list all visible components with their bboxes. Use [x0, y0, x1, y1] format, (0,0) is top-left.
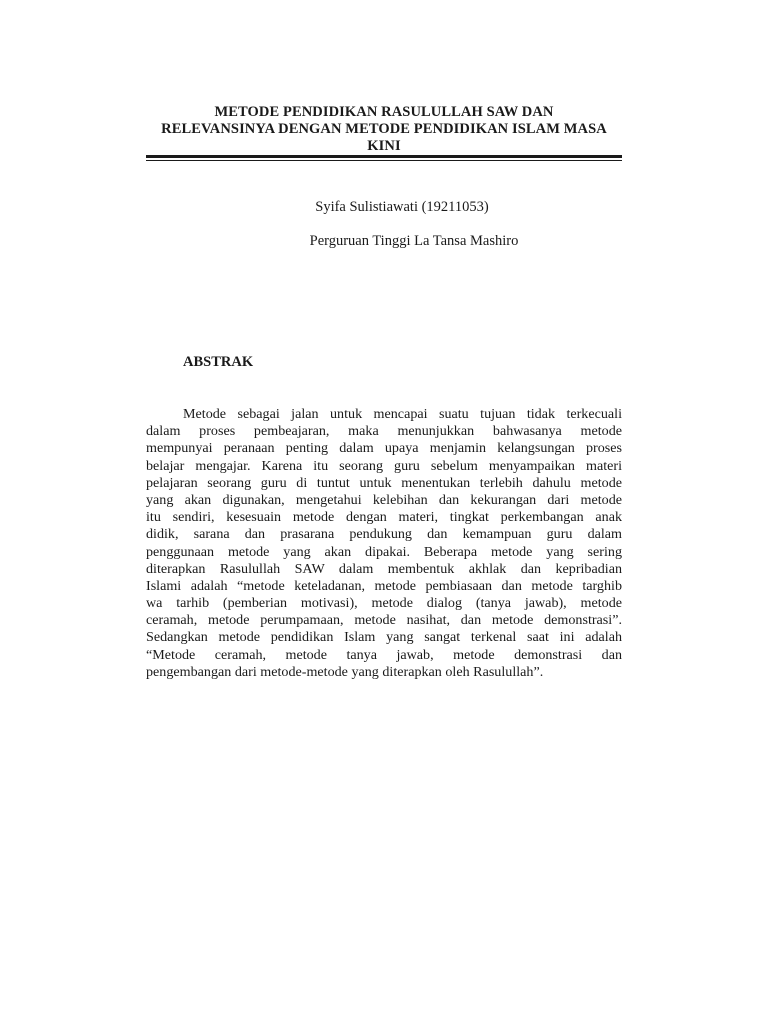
title-line-3: KINI — [367, 138, 401, 154]
paper-title — [140, 104, 628, 155]
abstract-line: Sedangkan metode pendidikan Islam yang sangat terkenal saat ini adalah — [146, 629, 622, 646]
abstract-line: belajar mengajar. Karena itu seorang guru sebelum menyampaikan materi — [146, 457, 622, 474]
author-affiliation: Perguruan Tinggi La Tansa Mashiro — [309, 233, 519, 249]
abstract-line: diterapkan Rasulullah SAW dalam membentuk akhlak dan kepribadian — [146, 560, 622, 577]
abstract-heading: ABSTRAK — [183, 354, 254, 370]
abstract-line: yang akan digunakan, mengetahui kelebihan dan kekurangan dari metode — [146, 491, 622, 508]
abstract-line: didik, sarana dan prasarana pendukung dan kemampuan guru dalam — [146, 526, 622, 543]
abstract-line: pelajaran seorang guru di tuntut untuk menentukan terlebih dahulu metode — [146, 474, 622, 491]
title-rule-thick — [146, 155, 622, 158]
abstract-line: pengembangan dari metode-metode yang diterapkan oleh Rasulullah”. — [146, 663, 544, 680]
abstract-line: “Metode ceramah, metode tanya jawab, metode demonstrasi dan — [146, 646, 622, 663]
abstract-line: dalam proses pembeajaran, maka menunjukkan bahwasanya metode — [146, 423, 622, 440]
abstract-body — [146, 406, 622, 681]
abstract-line: mempunyai peranaan penting dalam upaya menjamin kelangsungan proses — [146, 440, 622, 457]
title-line-1: METODE PENDIDIKAN RASULULLAH SAW DAN — [214, 104, 554, 120]
title-line-2: RELEVANSINYA DENGAN METODE PENDIDIKAN ISLAM MASA — [161, 121, 607, 137]
title-rule-thin — [146, 160, 622, 161]
abstract-line: itu sendiri, kesesuain metode dengan materi, tingkat perkembangan anak — [146, 509, 622, 526]
author-name: Syifa Sulistiawati (19211053) — [315, 199, 489, 215]
abstract-line: Metode sebagai jalan untuk mencapai suatu tujuan tidak terkecuali — [183, 406, 622, 422]
abstract-line: Islami adalah “metode keteladanan, metode pembiasaan dan metode targhib — [146, 577, 622, 594]
abstract-line: wa tarhib (pemberian motivasi), metode dialog (tanya jawab), metode — [146, 595, 622, 612]
abstract-line: ceramah, metode perumpamaan, metode nasihat, dan metode demonstrasi”. — [146, 612, 622, 629]
abstract-line: penggunaan metode yang akan dipakai. Beberapa metode yang sering — [146, 543, 622, 560]
